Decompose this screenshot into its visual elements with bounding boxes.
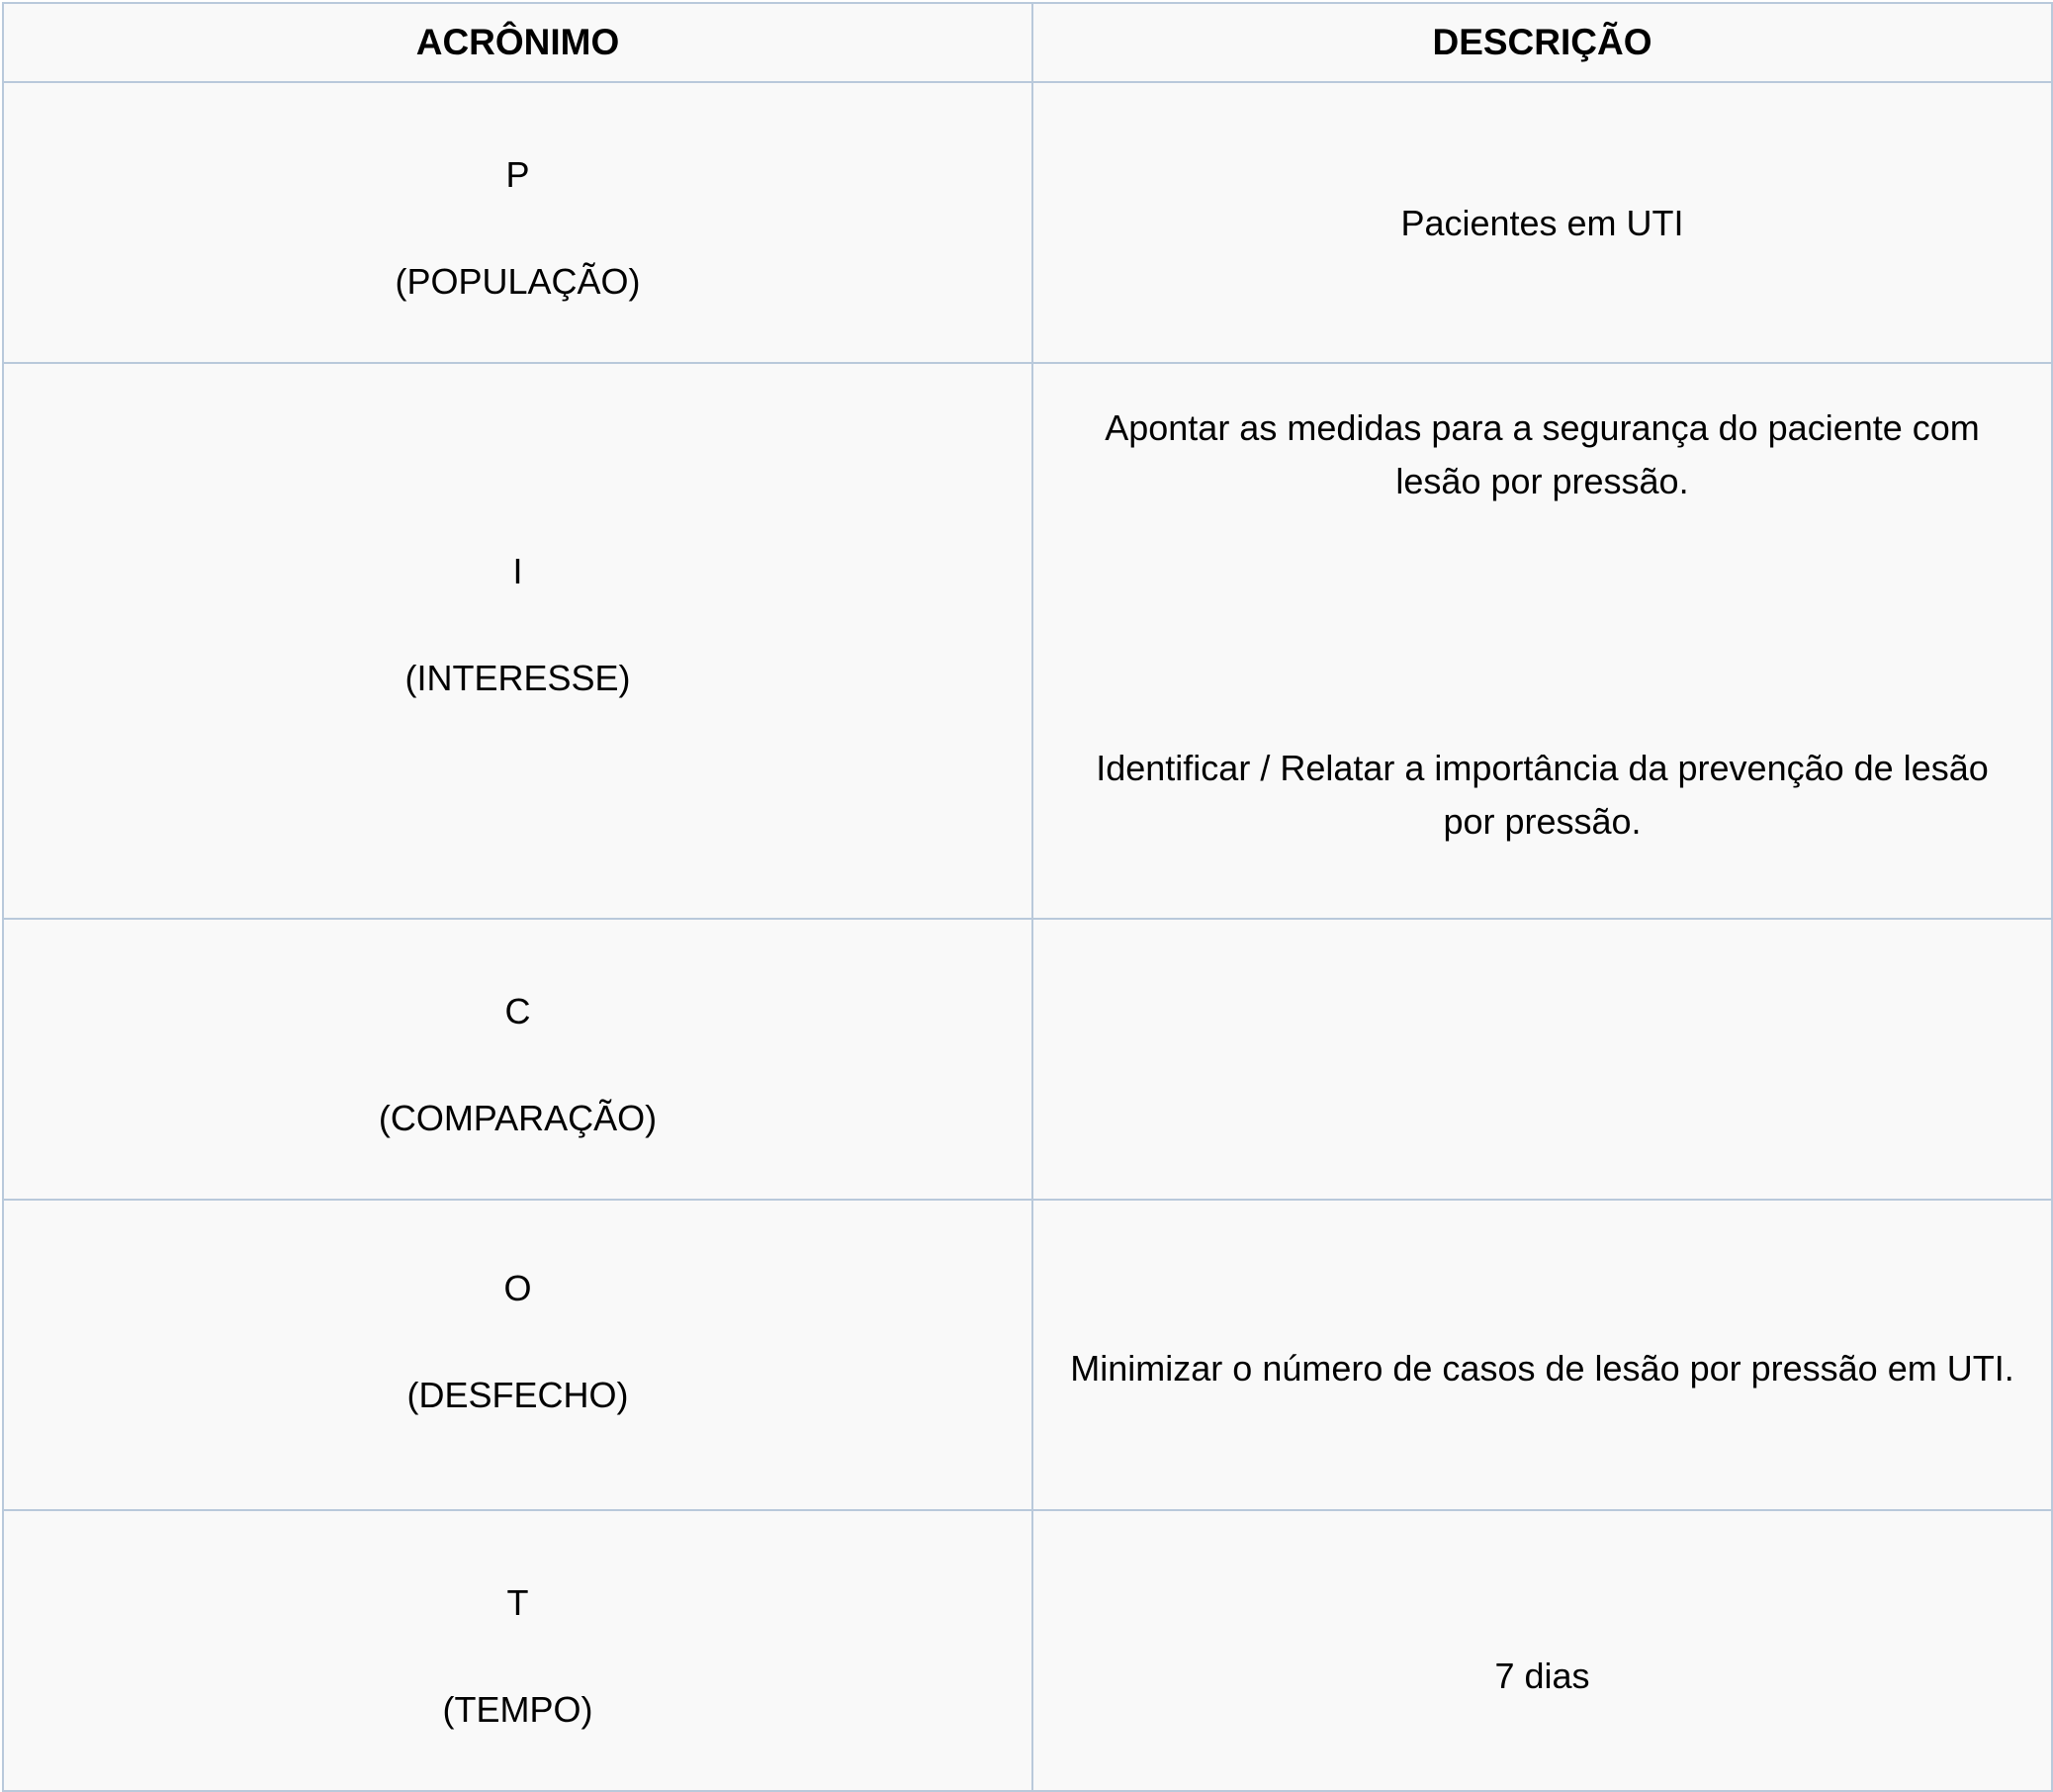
acronym-letter: P <box>505 154 530 195</box>
acronym-term: (TEMPO) <box>442 1689 593 1730</box>
acronym-letter: I <box>512 551 523 591</box>
acronym-cell <box>3 1510 1032 1791</box>
description-text: 7 dias <box>1494 1656 1590 1696</box>
description-cell <box>1032 1510 2052 1791</box>
description-cell-empty <box>1032 919 2052 1200</box>
paragraph-gap <box>1033 562 2051 688</box>
acronym-cell <box>3 363 1032 919</box>
acronym-term: (DESFECHO) <box>406 1375 629 1415</box>
table-row-population <box>3 82 2052 363</box>
acronym-cell <box>3 82 1032 363</box>
description-text: Apontar as medidas para a segurança do paciente com lesão por pressão. <box>1105 407 1980 501</box>
description-text: Minimizar o número de casos de lesão por pressão em UTI. <box>1070 1348 2014 1389</box>
table-row-interest <box>3 363 2052 919</box>
acronym-letter: O <box>503 1268 532 1308</box>
acronym-cell <box>3 919 1032 1200</box>
acronym-letter: C <box>504 991 531 1031</box>
table-row-time <box>3 1510 2052 1791</box>
description-text: Pacientes em UTI <box>1400 203 1684 243</box>
description-cell <box>1032 1200 2052 1510</box>
description-cell <box>1032 82 2052 363</box>
table-row-comparison <box>3 919 2052 1200</box>
table-header-row <box>3 3 2052 82</box>
description-text: Identificar / Relatar a importância da prevenção de lesão por pressão. <box>1096 748 1989 842</box>
acronym-cell <box>3 1200 1032 1510</box>
header-description: DESCRIÇÃO <box>1032 3 2052 82</box>
acronym-term: (INTERESSE) <box>404 658 631 698</box>
acronym-term: (POPULAÇÃO) <box>395 261 641 302</box>
description-cell <box>1032 363 2052 919</box>
acronym-letter: T <box>506 1582 529 1623</box>
pico-table <box>2 2 2053 1792</box>
header-acronym: ACRÔNIMO <box>3 3 1032 82</box>
acronym-term: (COMPARAÇÃO) <box>378 1098 658 1138</box>
table-row-outcome <box>3 1200 2052 1510</box>
